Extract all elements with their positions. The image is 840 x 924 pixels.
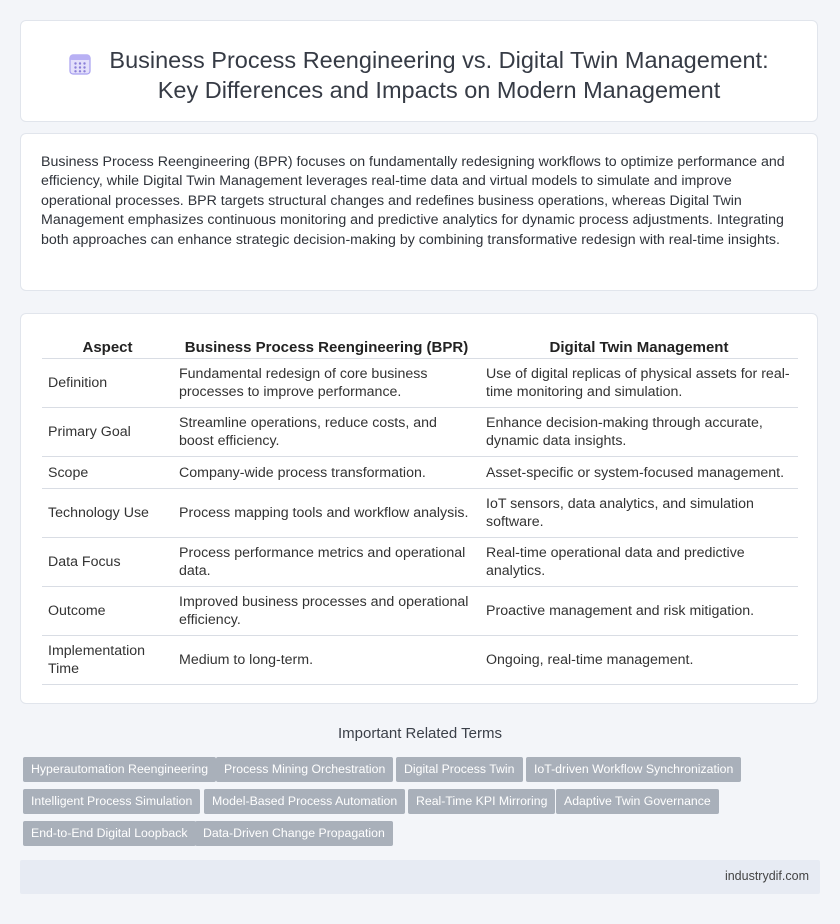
column-header-aspect: Aspect <box>42 334 173 359</box>
related-term-tag[interactable]: Model-Based Process Automation <box>204 789 405 814</box>
cell-aspect: Scope <box>42 457 173 489</box>
related-term-tag[interactable]: Process Mining Orchestration <box>216 757 393 782</box>
cell-bpr: Medium to long-term. <box>173 636 480 685</box>
related-term-tag[interactable]: End-to-End Digital Loopback <box>23 821 196 846</box>
footer-site-link[interactable]: industrydif.com <box>724 869 809 883</box>
cell-aspect: Data Focus <box>42 538 173 587</box>
table-row <box>42 359 798 408</box>
table-row <box>42 538 798 587</box>
summary-card <box>20 133 818 291</box>
cell-digital-twin: Enhance decision-making through accurate, dynamic data insights. <box>480 408 798 457</box>
table-row <box>42 457 798 489</box>
title-card <box>20 20 818 122</box>
cell-digital-twin: IoT sensors, data analytics, and simulation software. <box>480 489 798 538</box>
related-term-tag[interactable]: Data-Driven Change Propagation <box>195 821 393 846</box>
cell-aspect: Primary Goal <box>42 408 173 457</box>
cell-aspect: Definition <box>42 359 173 408</box>
related-term-tag[interactable]: IoT-driven Workflow Synchronization <box>526 757 741 782</box>
comparison-table <box>42 334 798 685</box>
column-header-digital-twin: Digital Twin Management <box>480 334 798 359</box>
cell-digital-twin: Asset-specific or system-focused management. <box>480 457 798 489</box>
title-line-1: Business Process Reengineering vs. Digital Twin Management: <box>109 47 769 73</box>
cell-bpr: Company-wide process transformation. <box>173 457 480 489</box>
comparison-table-card <box>20 313 818 704</box>
cell-bpr: Streamline operations, reduce costs, and boost efficiency. <box>173 408 480 457</box>
table-row <box>42 489 798 538</box>
cell-bpr: Process performance metrics and operational data. <box>173 538 480 587</box>
related-term-tag[interactable]: Adaptive Twin Governance <box>556 789 719 814</box>
cell-aspect: Implementation Time <box>42 636 173 685</box>
page-title <box>21 45 817 105</box>
column-header-bpr: Business Process Reengineering (BPR) <box>173 334 480 359</box>
cell-aspect: Technology Use <box>42 489 173 538</box>
calendar-grid-icon <box>67 51 93 77</box>
related-term-tag[interactable]: Real-Time KPI Mirroring <box>408 789 555 814</box>
related-terms-heading: Important Related Terms <box>338 725 502 742</box>
footer-bar <box>20 860 820 894</box>
summary-paragraph: Business Process Reengineering (BPR) focuses on fundamentally redesigning workflows to optimize performance and efficiency, while Digital Twin Management leverages real-time data and virtual models to simulate and improve operational processes. BPR targets structural changes and redefines business operations, whereas Digital Twin Management emphasizes continuous monitoring and predictive analytics for dynamic process adjustments. Integrating both approaches can enhance strategic decision-making by combining transformative redesign with real-time insights. <box>41 154 785 248</box>
cell-digital-twin: Use of digital replicas of physical assets for real-time monitoring and simulation. <box>480 359 798 408</box>
cell-digital-twin: Ongoing, real-time management. <box>480 636 798 685</box>
cell-bpr: Process mapping tools and workflow analysis. <box>173 489 480 538</box>
table-header-row <box>42 334 798 359</box>
related-term-tag[interactable]: Intelligent Process Simulation <box>23 789 200 814</box>
cell-aspect: Outcome <box>42 587 173 636</box>
cell-digital-twin: Proactive management and risk mitigation. <box>480 587 798 636</box>
title-line-2: Key Differences and Impacts on Modern Management <box>157 77 721 103</box>
table-row <box>42 636 798 685</box>
table-row <box>42 408 798 457</box>
table-row <box>42 587 798 636</box>
cell-bpr: Fundamental redesign of core business processes to improve performance. <box>173 359 480 408</box>
cell-bpr: Improved business processes and operational efficiency. <box>173 587 480 636</box>
related-term-tag[interactable]: Hyperautomation Reengineering <box>23 757 216 782</box>
related-term-tag[interactable]: Digital Process Twin <box>396 757 523 782</box>
cell-digital-twin: Real-time operational data and predictive analytics. <box>480 538 798 587</box>
